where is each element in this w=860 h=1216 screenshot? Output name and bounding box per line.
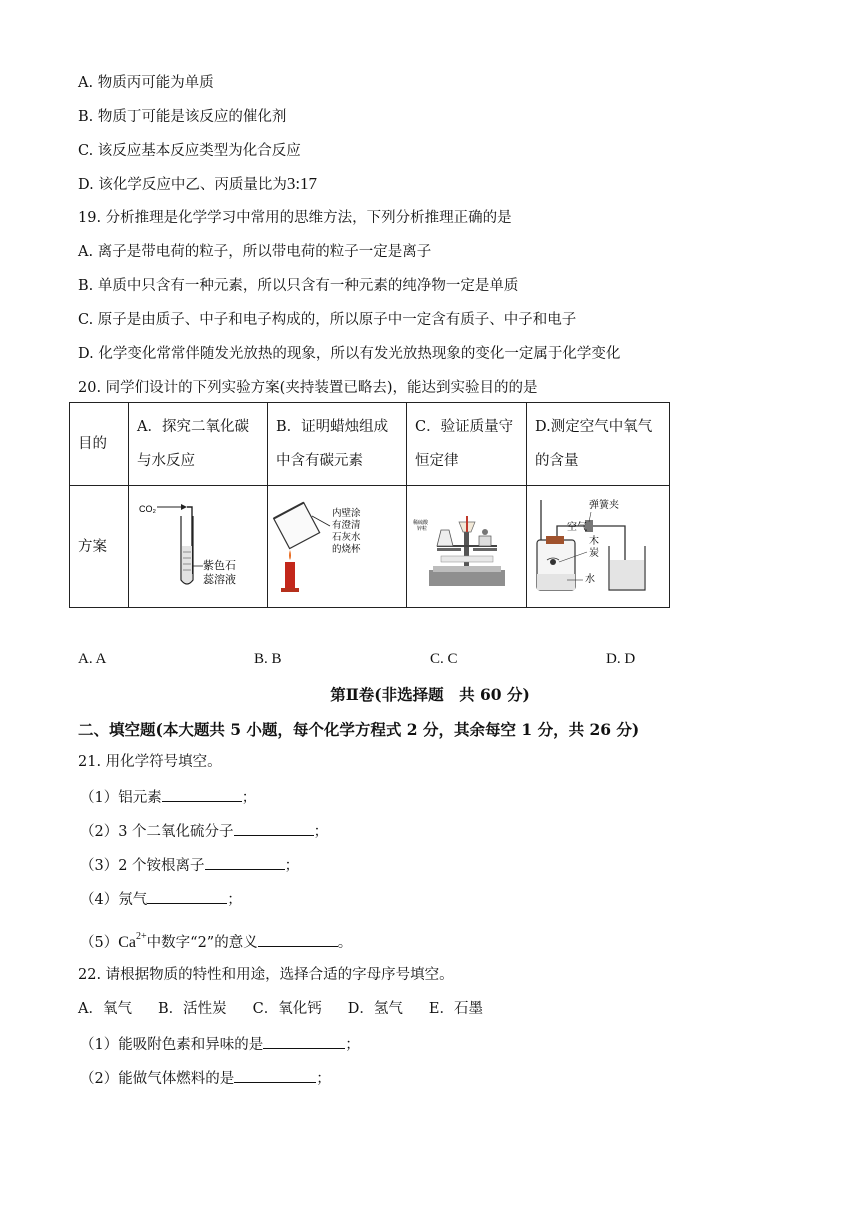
zinc-label: 锌粒	[417, 526, 428, 532]
q21-item-2-end: ；	[313, 824, 329, 840]
purpose-b	[268, 403, 407, 486]
purpose-b-line1: B．证明蜡烛组成	[276, 419, 389, 435]
candle-beaker-figure	[268, 486, 406, 607]
q21-item-3-label: （3）2 个铵根离子	[80, 858, 205, 874]
q22-choice-a: A．氧气	[78, 1001, 132, 1017]
q21-item-3	[80, 855, 299, 875]
q19-stem: 19. 分析推理是化学学习中常用的思维方法，下列分析推理正确的是	[78, 210, 512, 226]
purpose-d	[527, 403, 670, 486]
part2-title: 第Ⅱ卷(非选择题 共 60 分)	[330, 685, 530, 704]
litmus-label-line1: 紫色石	[203, 559, 236, 572]
q18-option-c: C. 该反应基本反应类型为化合反应	[78, 143, 301, 159]
q18-option-d	[78, 175, 317, 194]
purpose-c-line2: 恒定律	[415, 453, 459, 469]
q22-choices	[78, 1000, 509, 1018]
q21-blank-2[interactable]	[234, 821, 314, 836]
scheme-b	[268, 486, 407, 608]
beaker-note-line1: 内壁涂	[332, 508, 361, 519]
scheme-d	[527, 486, 670, 608]
water-label: 水	[585, 574, 595, 585]
purpose-a	[129, 403, 268, 486]
co2-test-tube-figure	[129, 486, 267, 607]
calcium-ion	[118, 931, 147, 951]
q19-option-b: B. 单质中只含有一种元素，所以只含有一种元素的纯净物一定是单质	[78, 278, 519, 294]
spring-clip-label: 弹簧夹	[589, 500, 619, 511]
q22-item-2-label: （2）能做气体燃料的是	[80, 1071, 235, 1087]
q21-blank-1[interactable]	[162, 787, 242, 802]
q21-item-4	[80, 889, 242, 909]
purpose-d-line1: D.测定空气中氧气	[535, 419, 653, 435]
q21-item-4-end: ；	[227, 892, 242, 908]
q22-blank-1[interactable]	[263, 1034, 345, 1049]
q20-answer-d: D. D	[606, 651, 636, 667]
purpose-a-line1: A．探究二氧化碳	[137, 419, 249, 435]
purpose-b-line2: 中含有碳元素	[276, 453, 363, 469]
q22-blank-2[interactable]	[234, 1068, 316, 1083]
beaker-note-line4: 的烧杯	[332, 544, 361, 555]
q21-item-2	[80, 821, 328, 841]
q22-item-1-label: （1）能吸附色素和异味的是	[80, 1037, 264, 1053]
section2-title: 二、填空题(本大题共 5 小题，每个化学方程式 2 分，其余每空 1 分，共 26 分)	[78, 720, 640, 739]
scheme-c	[407, 486, 527, 608]
q21-item-4-label: （4）氖气	[80, 892, 148, 908]
q21-item-5	[80, 928, 352, 952]
q21-stem: 21. 用化学符号填空。	[78, 754, 222, 770]
balance-figure	[407, 486, 526, 607]
q22-item-1	[80, 1034, 360, 1054]
q22-item-2-end: ；	[316, 1071, 331, 1087]
q20-answer-a: A. A	[78, 651, 107, 667]
q22-item-2	[80, 1068, 331, 1088]
purpose-a-line2: 与水反应	[137, 453, 195, 469]
q18-ratio: 3:17	[286, 174, 318, 193]
q21-item-3-end: ；	[284, 858, 300, 874]
q21-item-1-label: （1）铝元素	[80, 790, 162, 806]
q22-choice-d: D．氢气	[347, 1001, 403, 1017]
row-label-scheme: 方案	[70, 486, 129, 608]
experiment-table	[69, 402, 670, 608]
scheme-a	[129, 486, 268, 608]
beaker-note-line3: 石灰水	[332, 532, 361, 543]
beaker-note-line2: 有澄清	[332, 520, 361, 531]
q21-item-1	[80, 787, 256, 807]
q19-option-a: A. 离子是带电荷的粒子，所以带电荷的粒子一定是离子	[78, 244, 432, 260]
q22-stem: 22. 请根据物质的特性和用途，选择合适的字母序号填空。	[78, 967, 454, 983]
purpose-c	[407, 403, 527, 486]
q22-choice-e: E．石墨	[428, 1001, 483, 1017]
q22-choice-c: C．氧化钙	[252, 1001, 322, 1017]
q18-option-a: A. 物质丙可能为单质	[78, 75, 214, 91]
q19-option-c: C. 原子是由质子、中子和电子构成的，所以原子中一定含有质子、中子和电子	[78, 312, 577, 328]
q22-choice-b: B．活性炭	[157, 1001, 227, 1017]
q21-blank-4[interactable]	[147, 889, 227, 904]
q20-answer-c: C. C	[430, 651, 458, 667]
charcoal-label-1: 木	[589, 536, 599, 547]
row-label-purpose: 目的	[70, 403, 129, 486]
scheme-row	[70, 486, 670, 608]
acid-label: 稀硫酸	[413, 520, 429, 526]
charcoal-label-2: 炭	[589, 548, 599, 559]
q21-item-2-label: （2）3 个二氧化硫分子	[80, 824, 234, 840]
q19-option-d: D. 化学变化常常伴随发光放热的现象，所以有发光放热现象的变化一定属于化学变化	[78, 346, 621, 362]
co2-label: CO₂	[139, 504, 156, 514]
purpose-row	[70, 403, 670, 486]
q21-blank-3[interactable]	[205, 855, 285, 870]
q21-item-5-prefix: （5）	[80, 935, 119, 951]
q21-item-5-end: 。	[337, 935, 353, 951]
calcium-symbol: Ca	[118, 934, 137, 951]
purpose-c-line1: C．验证质量守	[415, 419, 514, 435]
q21-item-1-end: ；	[241, 790, 257, 806]
q22-item-1-end: ；	[345, 1037, 360, 1053]
q20-stem: 20. 同学们设计的下列实验方案(夹持装置已略去)，能达到实验目的的是	[78, 380, 538, 396]
purpose-d-line2: 的含量	[535, 453, 579, 469]
air-label: 空气	[567, 522, 587, 533]
litmus-label-line2: 蕊溶液	[203, 573, 236, 586]
q18-option-d-text: D. 该化学反应中乙、丙质量比为	[78, 177, 287, 193]
q21-item-5-text: 中数字“2”的意义	[146, 935, 258, 951]
calcium-charge: 2+	[136, 931, 147, 942]
q18-option-b: B. 物质丁可能是该反应的催化剂	[78, 109, 287, 125]
oxygen-measure-figure	[527, 486, 669, 607]
q21-blank-5[interactable]	[258, 932, 338, 947]
q20-answer-b: B. B	[254, 651, 282, 667]
